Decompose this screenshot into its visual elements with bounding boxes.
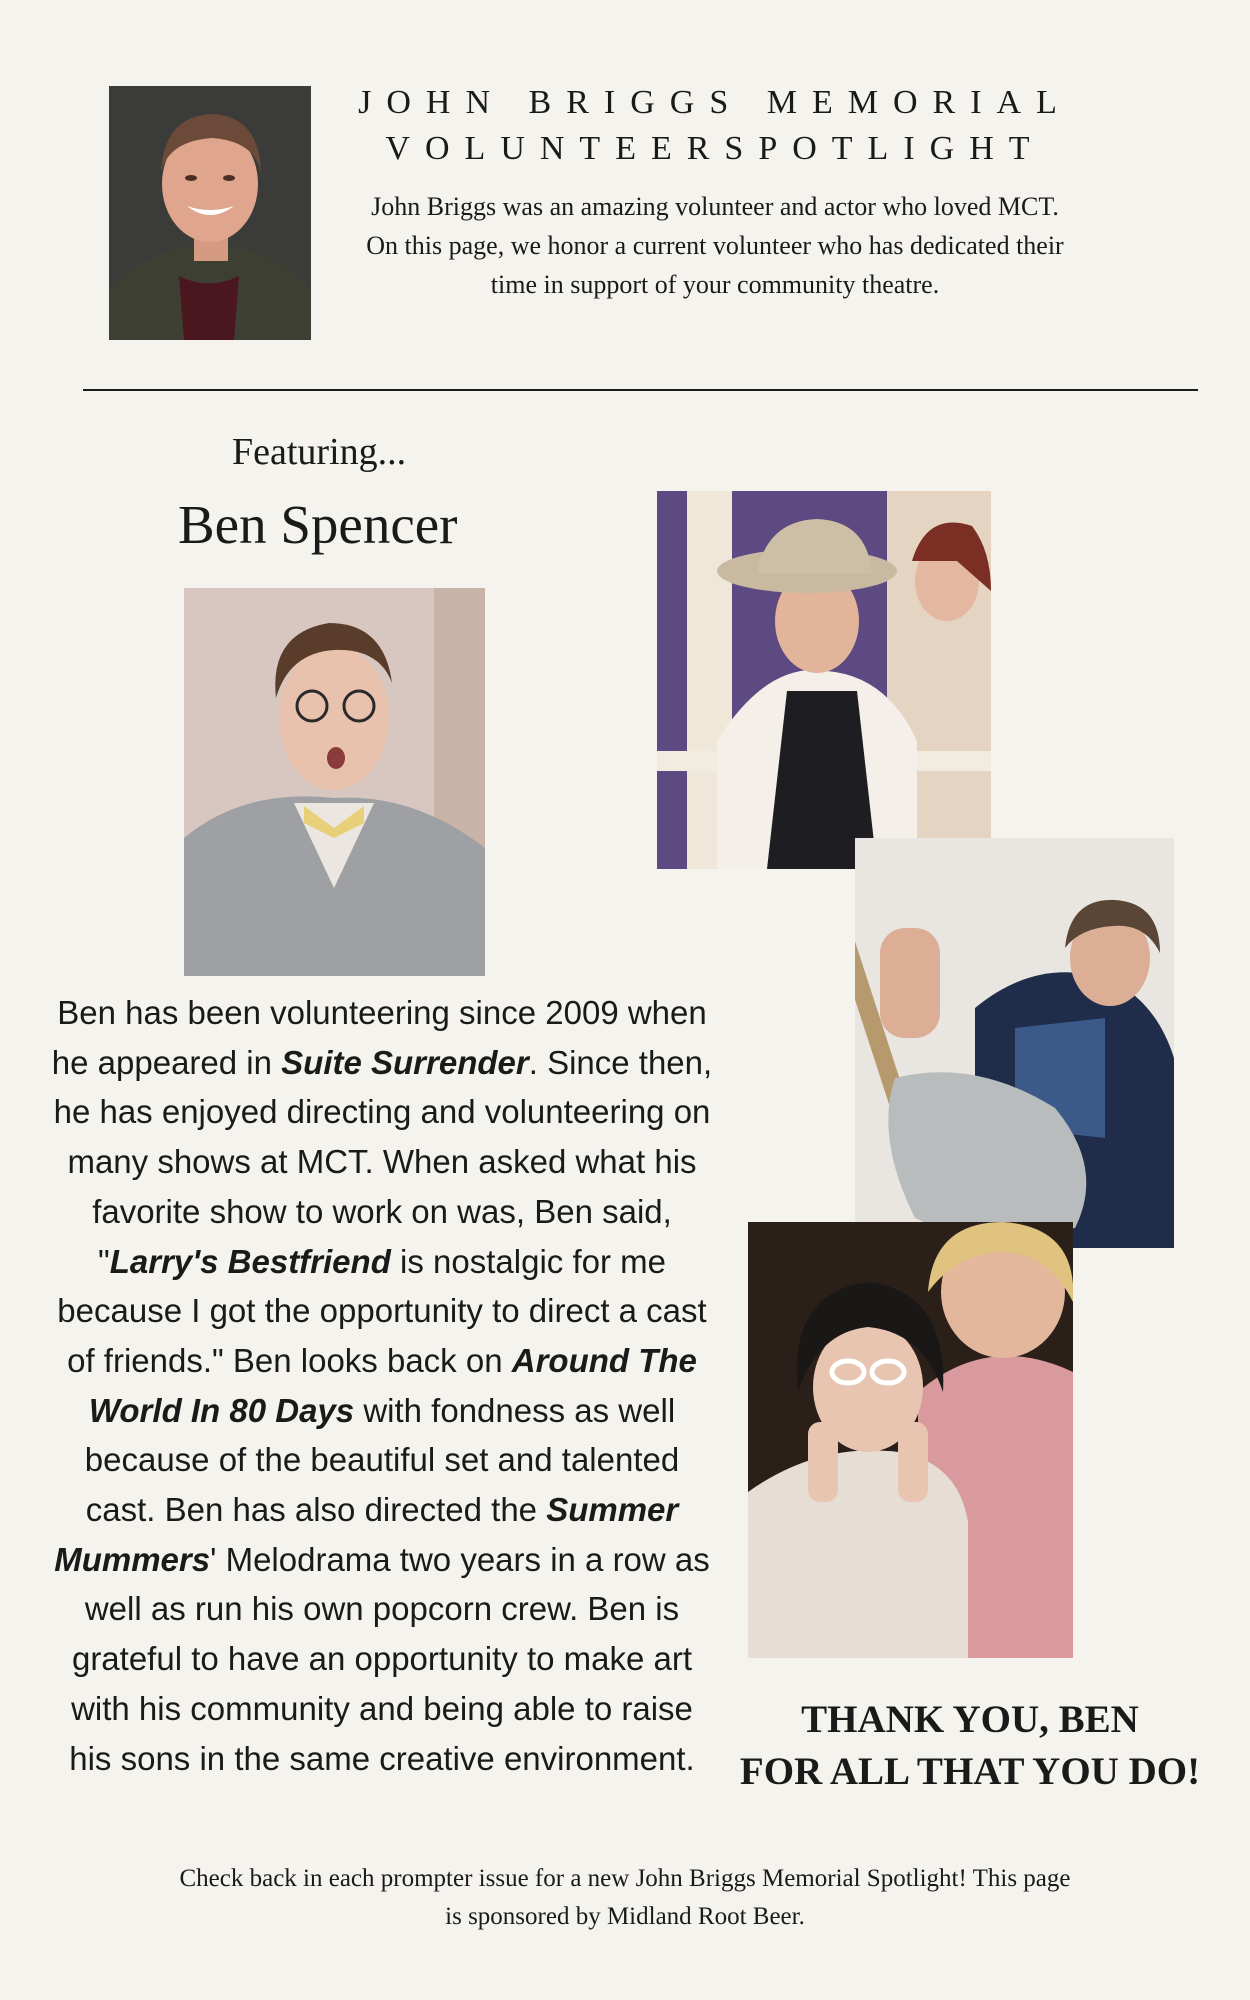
- thank-you-line-2: FOR ALL THAT YOU DO!: [739, 1750, 1201, 1793]
- ben-bowtie-photo: [184, 588, 485, 976]
- ben-wig-scene-photo: [748, 1222, 1073, 1658]
- featured-volunteer-name: Ben Spencer: [178, 494, 458, 555]
- featuring-label: Featuring...: [232, 431, 407, 473]
- show-title: Suite Surrender: [281, 1043, 529, 1081]
- footer-note: Check back in each prompter issue for a new John Briggs Memorial Spotlight! This page is sponsored by Midland Root Beer.: [179, 1865, 1071, 1930]
- bio-text: . Since then, he has enjoyed directing and volunteering on many shows at MCT. When asked what his favorite show to work on was, Ben said, ": [53, 1043, 713, 1280]
- divider: [83, 389, 1198, 391]
- thank-you-message: [720, 1694, 1220, 1798]
- bio-text: with fondness as well because of the beautiful set and talented cast. Ben has also directed the: [84, 1391, 680, 1529]
- bio-text: ' Melodrama two years in a row as well as run his own popcorn crew. Ben is grateful to have an opportunity to make art with his community and being able to raise his sons in the same creative environment.: [69, 1540, 710, 1777]
- bio-text: is nostalgic for me because I got the opportunity to direct a cast of friends." Ben looks back on: [57, 1242, 707, 1379]
- thank-you-line-1: THANK YOU, BEN: [801, 1698, 1139, 1741]
- bio-text: Ben has been volunteering since 2009 when he appeared in: [51, 994, 707, 1081]
- ben-crew-photo: [855, 838, 1174, 1248]
- show-title: Around The World In 80 Days: [88, 1341, 697, 1429]
- ben-stage-photo: [657, 491, 991, 869]
- intro-paragraph: John Briggs was an amazing volunteer and actor who loved MCT. On this page, we honor a current volunteer who has dedicated their time in support of your community theatre.: [366, 192, 1064, 299]
- john-briggs-photo: [109, 86, 311, 340]
- show-title: Larry's Bestfriend: [109, 1242, 391, 1280]
- bio-paragraph: [46, 988, 718, 1783]
- show-title: Summer Mummers: [54, 1491, 679, 1578]
- title-line-2: VOLUNTEERSPOTLIGHT: [385, 130, 1045, 167]
- title-line-1: JOHN BRIGGS MEMORIAL: [358, 84, 1072, 121]
